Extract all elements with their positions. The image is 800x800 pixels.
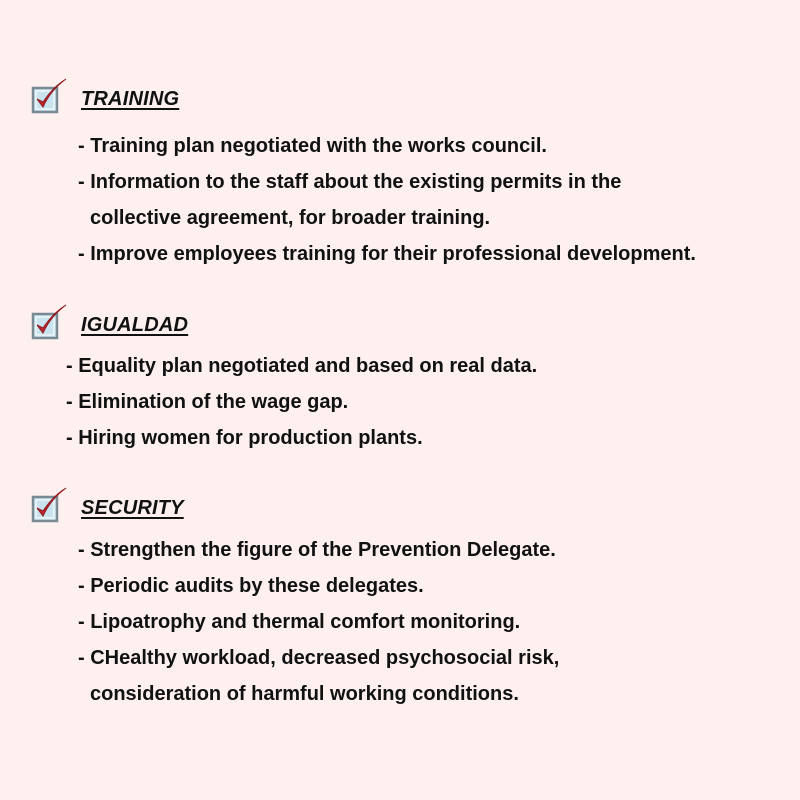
section-heading: IGUALDAD <box>81 314 189 336</box>
checkbox-checked-icon <box>30 304 70 344</box>
section-security-heading-row <box>30 487 430 527</box>
section-heading: SECURITY <box>81 497 184 519</box>
checkbox-checked-icon <box>30 487 70 527</box>
list-item: - Training plan negotiated with the works council. <box>78 135 547 157</box>
section-heading: TRAINING <box>81 88 180 110</box>
list-item: - Hiring women for production plants. <box>66 427 423 449</box>
list-item: - Periodic audits by these delegates. <box>78 575 424 597</box>
list-item: - CHealthy workload, decreased psychosocial risk, <box>78 647 560 669</box>
list-item: - Information to the staff about the existing permits in the <box>78 171 622 193</box>
list-item: - Strengthen the figure of the Prevention Delegate. <box>78 539 556 561</box>
section-igualdad-heading-row <box>30 304 430 344</box>
section-training-heading-row <box>30 78 430 118</box>
checkbox-checked-icon <box>30 78 70 118</box>
list-item-continuation: consideration of harmful working conditions. <box>90 683 519 705</box>
list-item-continuation: collective agreement, for broader training. <box>90 207 491 229</box>
list-item: - Elimination of the wage gap. <box>66 391 349 413</box>
list-item: - Lipoatrophy and thermal comfort monitoring. <box>78 611 521 633</box>
list-item: - Equality plan negotiated and based on real data. <box>66 355 538 377</box>
list-item: - Improve employees training for their professional development. <box>78 243 696 265</box>
